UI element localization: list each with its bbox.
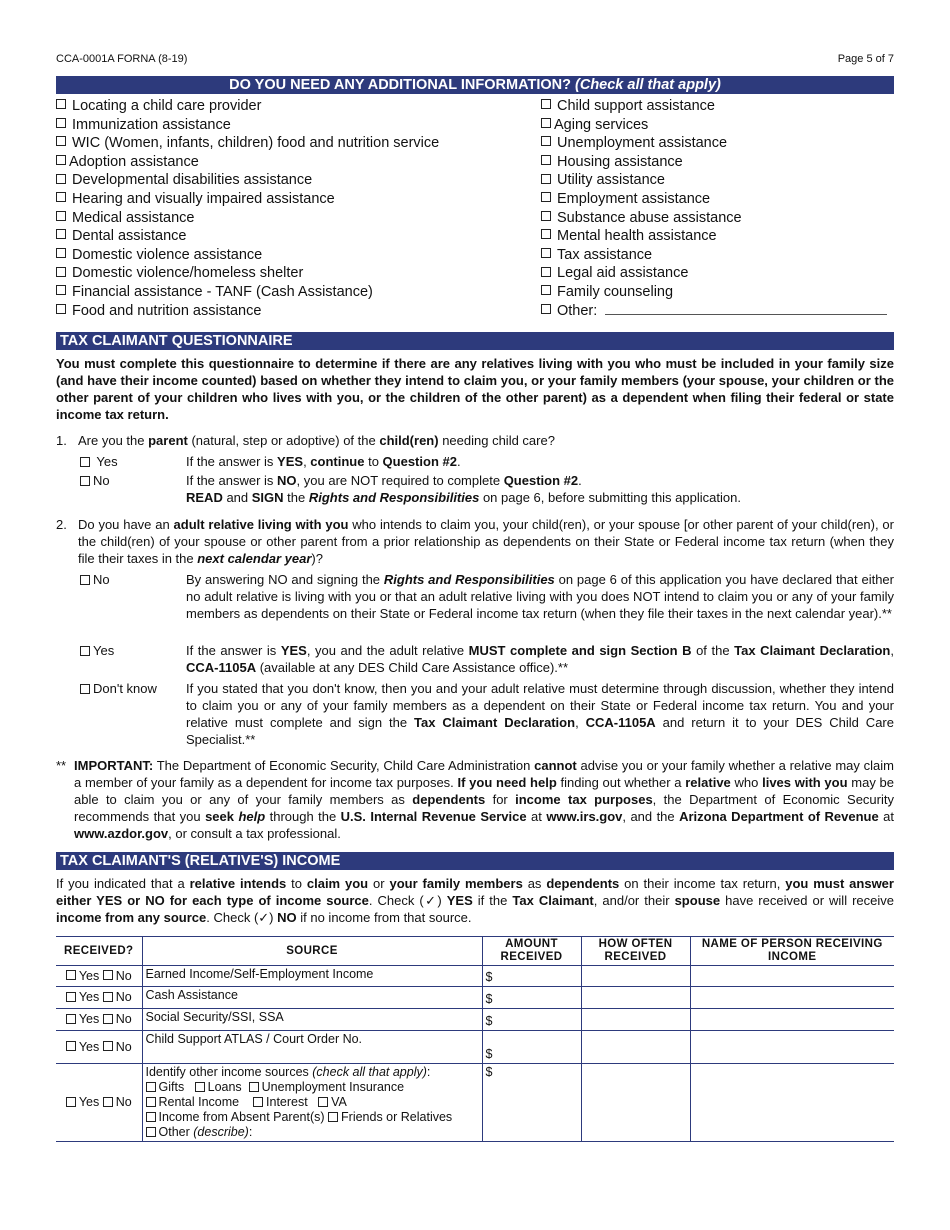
source-cell: Social Security/SSI, SSA bbox=[142, 1009, 482, 1031]
received-yes-no: Yes No bbox=[56, 1031, 142, 1064]
question-1-number: 1. bbox=[56, 433, 67, 448]
checkbox-row[interactable]: Child support assistance bbox=[541, 97, 887, 116]
q1-yes-instruction: If the answer is YES, continue to Question #2. bbox=[186, 454, 461, 469]
checkbox[interactable] bbox=[541, 304, 551, 314]
interest-checkbox[interactable] bbox=[253, 1097, 263, 1107]
amount-cell[interactable]: $ bbox=[482, 966, 581, 987]
income-table bbox=[56, 936, 894, 1142]
important-mark: ** bbox=[56, 758, 67, 773]
yes-checkbox[interactable] bbox=[66, 970, 76, 980]
yes-checkbox[interactable] bbox=[66, 1097, 76, 1107]
q1-no-option[interactable]: No bbox=[80, 472, 110, 489]
checkbox[interactable] bbox=[56, 248, 66, 258]
checkbox-row[interactable]: Aging services bbox=[541, 116, 887, 135]
unemployment-checkbox[interactable] bbox=[249, 1082, 259, 1092]
checkbox[interactable] bbox=[56, 304, 66, 314]
additional-info-left-column bbox=[56, 97, 439, 320]
question-2-text: Do you have an adult relative living with you who intends to claim you, your child(ren), or your spouse [or other parent of your child(ren), or the child(ren) of your spouse or other parent from a prior relationship as dependents on their State or Federal income tax return (when they file their taxes in the next calendar year)? bbox=[78, 517, 894, 566]
person-cell[interactable] bbox=[690, 966, 894, 987]
amount-cell[interactable]: $ bbox=[482, 987, 581, 1009]
checkbox[interactable] bbox=[541, 99, 551, 109]
amount-cell[interactable]: $ bbox=[482, 1031, 581, 1064]
section-tax-claimant-title: TAX CLAIMANT QUESTIONNAIRE bbox=[56, 332, 894, 350]
no-checkbox[interactable] bbox=[103, 1041, 113, 1051]
va-checkbox[interactable] bbox=[318, 1097, 328, 1107]
income-instructions: If you indicated that a relative intends to claim you or your family members as dependents on their income tax return, you must answer either YES or NO for each type of income source. Check (✓) YES if the Tax Claimant, and/or their spouse have received or will receive income from any source. Check (✓) NO if no income from that source. bbox=[56, 876, 895, 925]
checkbox[interactable] bbox=[541, 155, 551, 165]
table-row bbox=[56, 1009, 894, 1031]
checkbox[interactable] bbox=[541, 267, 551, 277]
checkbox[interactable] bbox=[56, 174, 66, 184]
person-cell[interactable] bbox=[690, 1009, 894, 1031]
frequency-cell[interactable] bbox=[581, 966, 690, 987]
checkbox-row[interactable]: Adoption assistance bbox=[56, 153, 439, 172]
checkbox[interactable] bbox=[80, 457, 90, 467]
question-1-text: Are you the parent (natural, step or adoptive) of the child(ren) needing child care? bbox=[78, 433, 555, 448]
q2-yes-option[interactable]: Yes bbox=[80, 642, 114, 659]
checkbox-row[interactable]: Family counseling bbox=[541, 283, 887, 302]
checkbox[interactable] bbox=[541, 211, 551, 221]
table-row bbox=[56, 1031, 894, 1064]
gifts-checkbox[interactable] bbox=[146, 1082, 156, 1092]
section-additional-info-title: DO YOU NEED ANY ADDITIONAL INFORMATION? (Check all that apply) bbox=[56, 76, 894, 94]
checkbox-row[interactable]: Locating a child care provider bbox=[56, 97, 439, 116]
source-cell: Earned Income/Self-Employment Income bbox=[142, 966, 482, 987]
checkbox-row[interactable]: Employment assistance bbox=[541, 190, 887, 209]
frequency-cell[interactable] bbox=[581, 1009, 690, 1031]
friends-relatives-checkbox[interactable] bbox=[328, 1112, 338, 1122]
azdor-link[interactable]: www.azdor.gov bbox=[74, 826, 169, 841]
checkbox[interactable] bbox=[56, 155, 66, 165]
irs-link[interactable]: www.irs.gov bbox=[546, 809, 623, 824]
checkbox[interactable] bbox=[80, 646, 90, 656]
table-row-other-income bbox=[56, 1064, 894, 1142]
source-cell: Child Support ATLAS / Court Order No. bbox=[142, 1031, 482, 1064]
q2-yes-instruction: If the answer is YES, you and the adult relative MUST complete and sign Section B of the Tax Claimant Declaration, CCA-1105A (available at any DES Child Care Assistance office).** bbox=[186, 643, 894, 675]
frequency-cell[interactable] bbox=[581, 1031, 690, 1064]
q2-dont-know-instruction: If you stated that you don't know, then you and your adult relative must determine through discussion, whether they intend to claim you or any of your family members as a dependent on their State or Federal income tax return. You and your relative must complete and sign the Tax Claimant Declaration, CCA-1105A and return it to your DES Child Care Specialist.** bbox=[186, 681, 894, 747]
header-amount: AMOUNT RECEIVED bbox=[482, 937, 581, 966]
checkbox-row[interactable]: Housing assistance bbox=[541, 153, 887, 172]
checkbox[interactable] bbox=[56, 118, 66, 128]
checkbox[interactable] bbox=[80, 684, 90, 694]
checkbox[interactable] bbox=[56, 211, 66, 221]
checkbox-row[interactable]: Unemployment assistance bbox=[541, 134, 887, 153]
checkbox-row[interactable]: Utility assistance bbox=[541, 171, 887, 190]
received-yes-no: Yes No bbox=[56, 1064, 142, 1142]
other-input-line[interactable] bbox=[605, 302, 887, 315]
person-cell[interactable] bbox=[690, 987, 894, 1009]
checkbox-row[interactable]: Domestic violence/homeless shelter bbox=[56, 264, 439, 283]
checkbox-row[interactable]: Food and nutrition assistance bbox=[56, 302, 439, 321]
income-table-header bbox=[56, 937, 894, 966]
checkbox-row[interactable]: Medical assistance bbox=[56, 209, 439, 228]
header-frequency: HOW OFTEN RECEIVED bbox=[581, 937, 690, 966]
received-yes-no: Yes No bbox=[56, 987, 142, 1009]
important-note: IMPORTANT: The Department of Economic Security, Child Care Administration cannot advise you or your family whether a relative may claim a member of your family as a dependent for income tax purposes. If you need help finding out whether a relative who lives with you may be able to claim you or any of your family members as dependents for income tax purposes, the Department of Economic Security recommends that you seek help through the U.S. Internal Revenue Service at www.irs.gov, and the Arizona Department of Revenue at www.azdor.gov, or consult a tax professional. bbox=[74, 758, 895, 841]
received-yes-no: Yes No bbox=[56, 966, 142, 987]
amount-cell[interactable]: $ bbox=[482, 1064, 581, 1142]
other-checkbox[interactable] bbox=[146, 1127, 156, 1137]
other-sources-cell: Identify other income sources (check all that apply): Gifts Loans Unemployment Insurance Rental Income Interest VA Income from Absent Parent(s) Friends or Relatives Other (describe): bbox=[142, 1064, 482, 1142]
yes-checkbox[interactable] bbox=[66, 1014, 76, 1024]
page-header bbox=[56, 53, 894, 65]
person-cell[interactable] bbox=[690, 1031, 894, 1064]
checkbox[interactable] bbox=[56, 192, 66, 202]
checkbox[interactable] bbox=[56, 229, 66, 239]
no-checkbox[interactable] bbox=[103, 970, 113, 980]
checkbox-row[interactable]: Hearing and visually impaired assistance bbox=[56, 190, 439, 209]
no-checkbox[interactable] bbox=[103, 1014, 113, 1024]
checkbox[interactable] bbox=[541, 174, 551, 184]
source-cell: Cash Assistance bbox=[142, 987, 482, 1009]
frequency-cell[interactable] bbox=[581, 987, 690, 1009]
no-checkbox[interactable] bbox=[103, 992, 113, 1002]
header-source: SOURCE bbox=[142, 937, 482, 966]
questionnaire-intro: You must complete this questionnaire to determine if there are any relatives living with you who must be included in your family size (and have their income counted) based on whether they intend to claim you, or your family members (your spouse, your children or the other parent of your children who lives with you, or the children of the other parent) as a dependent when filing their federal or state income tax return. bbox=[56, 356, 894, 422]
form-id: CCA-0001A FORNA (8-19) bbox=[56, 53, 188, 65]
q1-no-instruction: If the answer is NO, you are NOT required to complete Question #2. READ and SIGN the Rights and Responsibilities on page 6, before submitting this application. bbox=[186, 473, 741, 505]
page-number: Page 5 of 7 bbox=[837, 53, 894, 65]
checkbox[interactable] bbox=[56, 99, 66, 109]
question-2-number: 2. bbox=[56, 517, 67, 532]
section-income-title: TAX CLAIMANT'S (RELATIVE'S) INCOME bbox=[56, 852, 894, 870]
checkbox[interactable] bbox=[80, 476, 90, 486]
checkbox[interactable] bbox=[541, 248, 551, 258]
absent-parent-checkbox[interactable] bbox=[146, 1112, 156, 1122]
checkbox-row[interactable]: Dental assistance bbox=[56, 227, 439, 246]
q2-dont-know-option[interactable]: Don't know bbox=[80, 680, 157, 697]
no-checkbox[interactable] bbox=[103, 1097, 113, 1107]
additional-info-right-column bbox=[541, 97, 887, 320]
loans-checkbox[interactable] bbox=[195, 1082, 205, 1092]
amount-cell[interactable]: $ bbox=[482, 1009, 581, 1031]
q2-no-option[interactable]: No bbox=[80, 571, 110, 588]
checkbox[interactable] bbox=[56, 285, 66, 295]
checkbox-row[interactable]: Substance abuse assistance bbox=[541, 209, 887, 228]
checkbox-row[interactable]: Tax assistance bbox=[541, 246, 887, 265]
checkbox[interactable] bbox=[80, 575, 90, 585]
checkbox-row-other[interactable]: Other: bbox=[541, 302, 887, 321]
header-person: NAME OF PERSON RECEIVING INCOME bbox=[690, 937, 894, 966]
yes-checkbox[interactable] bbox=[66, 1041, 76, 1051]
checkbox[interactable] bbox=[541, 285, 551, 295]
header-received: RECEIVED? bbox=[56, 937, 142, 966]
checkbox[interactable] bbox=[541, 192, 551, 202]
yes-checkbox[interactable] bbox=[66, 992, 76, 1002]
checkbox-row[interactable]: WIC (Women, infants, children) food and nutrition service bbox=[56, 134, 439, 153]
checkbox-row[interactable]: Immunization assistance bbox=[56, 116, 439, 135]
checkbox[interactable] bbox=[56, 136, 66, 146]
checkbox-row[interactable]: Financial assistance - TANF (Cash Assistance) bbox=[56, 283, 439, 302]
table-row bbox=[56, 987, 894, 1009]
q2-no-instruction: By answering NO and signing the Rights and Responsibilities on page 6 of this application you have declared that either no adult relative is living with you or that an adult relative living with you does NOT intend to claim you or any of your family members as dependents on their State or Federal income tax return (when they file their taxes in the next calendar year).** bbox=[186, 572, 894, 621]
person-cell[interactable] bbox=[690, 1064, 894, 1142]
checkbox-row[interactable]: Domestic violence assistance bbox=[56, 246, 439, 265]
checkbox-row[interactable]: Legal aid assistance bbox=[541, 264, 887, 283]
table-row bbox=[56, 966, 894, 987]
checkbox[interactable] bbox=[541, 229, 551, 239]
frequency-cell[interactable] bbox=[581, 1064, 690, 1142]
checkbox-row[interactable]: Developmental disabilities assistance bbox=[56, 171, 439, 190]
q1-yes-option[interactable]: Yes bbox=[80, 453, 118, 470]
checkbox[interactable] bbox=[541, 118, 551, 128]
rental-checkbox[interactable] bbox=[146, 1097, 156, 1107]
checkbox-row[interactable]: Mental health assistance bbox=[541, 227, 887, 246]
checkbox[interactable] bbox=[541, 136, 551, 146]
checkbox[interactable] bbox=[56, 267, 66, 277]
received-yes-no: Yes No bbox=[56, 1009, 142, 1031]
